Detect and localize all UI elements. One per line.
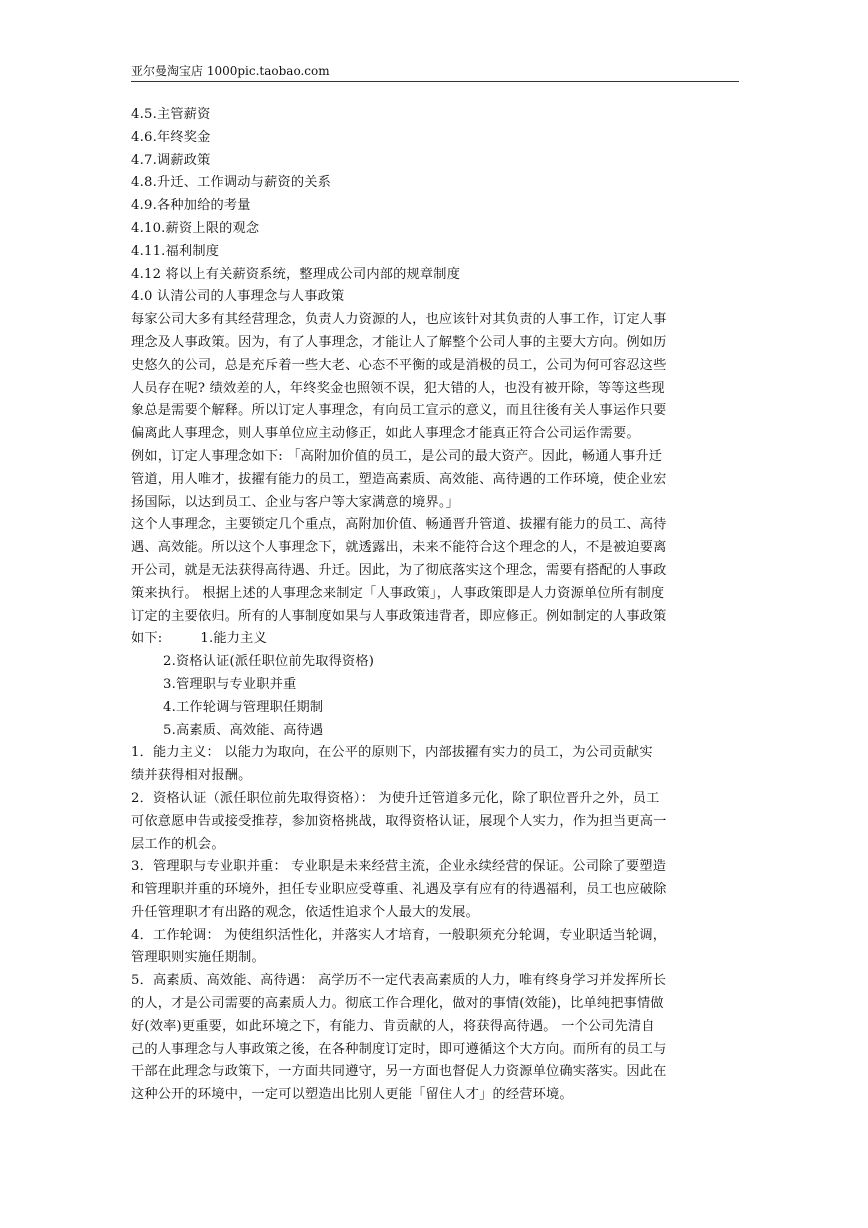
text-line: 己的人事理念与人事政策之後，在各种制度订定时，即可遵循这个大方向。而所有的员工与 [131, 1041, 667, 1057]
page-header: 亚尔曼淘宝店 1000pic.taobao.com [131, 64, 330, 78]
text-line: 例如，订定人事理念如下: 「高附加价值的员工，是公司的最大资产。因此，畅通人事升迁 [131, 448, 663, 464]
section-title: 4.0 认清公司的人事理念与人事政策 [131, 289, 345, 305]
text-line: 象总是需要个解释。所以订定人事理念，有向员工宣示的意义，而且往後有关人事运作只要 [131, 403, 667, 419]
policy-item: 3.管理职与专业职并重 [163, 676, 297, 692]
toc-item: 4.5.主管薪资 [131, 107, 211, 122]
toc-item: 4.12 将以上有关薪资系统，整理成公司内部的规章制度 [131, 266, 461, 282]
policy-details [131, 742, 741, 1107]
text-line: 开公司，就是无法获得高待遇、升迁。因此，为了彻底落实这个理念，需要有搭配的人事政 [131, 562, 667, 578]
paragraph-focus [131, 514, 741, 628]
text-line: 这种公开的环境中，一定可以塑造出比别人更能「留住人才」的经营环境。 [131, 1087, 573, 1103]
text-line: 好(效率)更重要，如此环境之下，有能力、肯贡献的人，将获得高待遇。 一个公司先清自 [131, 1018, 655, 1034]
toc-item: 4.6.年终奖金 [131, 129, 211, 145]
text-line: 策来执行。 根据上述的人事理念来制定「人事政策」，人事政策即是人力资源单位所有制度 [131, 585, 665, 601]
text-line: 遇、高效能。所以这个人事理念下，就透露出，未来不能符合这个理念的人，不是被迫要离 [131, 540, 667, 556]
document-body [131, 104, 741, 1107]
text-line: 的人，才是公司需要的高素质人力。彻底工作合理化，做对的事情(效能)，比单纯把事情做 [131, 996, 664, 1012]
text-line: 偏离此人事理念，则人事单位应主动修正，如此人事理念才能真正符合公司运作需要。 [131, 426, 640, 442]
text-line: 绩并获得相对报酬。 [131, 768, 252, 784]
header-divider [131, 81, 739, 82]
policy-item: 2.资格认证(派任职位前先取得资格) [163, 654, 375, 670]
toc-item: 4.9.各种加给的考量 [131, 198, 251, 214]
toc-item: 4.8.升迁、工作调动与薪资的关系 [131, 175, 332, 191]
text-line: 3．管理职与专业职并重： 专业职是未来经营主流，企业永续经营的保证。公司除了要塑造 [131, 859, 667, 875]
policy-item: 1.能力主义 [200, 631, 267, 647]
toc-list [131, 104, 741, 286]
text-line: 每家公司大多有其经营理念，负责人力资源的人，也应该针对其负责的人事工作，订定人事 [131, 312, 667, 328]
text-line: 升任管理职才有出路的观念，依适性追求个人最大的发展。 [131, 904, 480, 920]
toc-item: 4.7.调薪政策 [131, 152, 211, 168]
text-line: 层工作的机会。 [131, 836, 225, 852]
text-line: 订定的主要依归。所有的人事制度如果与人事政策违背者，即应修正。例如制定的人事政策 [131, 608, 667, 624]
policy-lead: 如下: [131, 631, 163, 647]
paragraph-philosophy [131, 309, 741, 446]
text-line: 2．资格认证（派任职位前先取得资格）： 为使升迁管道多元化，除了职位晋升之外，员工 [131, 790, 660, 806]
policy-lead-line [131, 628, 741, 651]
text-line: 干部在此理念与政策下，一方面共同遵守，另一方面也督促人力资源单位确实落实。因此在 [131, 1064, 667, 1080]
text-line: 扬国际，以达到员工、企业与客户等大家满意的境界。」 [131, 494, 460, 510]
policy-item: 5.高素质、高效能、高待遇 [163, 722, 324, 738]
paragraph-example [131, 446, 741, 514]
policy-list [131, 628, 741, 742]
text-line: 可依意愿申告或接受推荐，参加资格挑战，取得资格认证，展现个人实力，作为担当更高一 [131, 813, 667, 829]
text-line: 这个人事理念，主要锁定几个重点，高附加价值、畅通晋升管道、拔擢有能力的员工、高待 [131, 517, 667, 533]
toc-item: 4.11.福利制度 [131, 243, 220, 259]
text-line: 理念及人事政策。因为，有了人事理念，才能让人了解整个公司人事的主要大方向。例如历 [131, 334, 667, 350]
toc-item: 4.10.薪资上限的观念 [131, 220, 260, 236]
text-line: 5．高素质、高效能、高待遇： 高学历不一定代表高素质的人力，唯有终身学习并发挥所长 [131, 973, 667, 989]
text-line: 管理职则实施任期制。 [131, 950, 265, 966]
policy-item: 4.工作轮调与管理职任期制 [163, 699, 324, 715]
text-line: 史悠久的公司，总是充斥着一些大老、心态不平衡的或是消极的员工，公司为何可容忍这些 [131, 357, 667, 373]
text-line: 4．工作轮调： 为使组织活性化，并落实人才培育，一般职须充分轮调，专业职适当轮调， [131, 927, 667, 943]
text-line: 人员存在呢? 绩效差的人，年终奖金也照领不误，犯大错的人，也没有被开除，等等这些现 [131, 380, 665, 396]
text-line: 管道，用人唯才，拔擢有能力的员工，塑造高素质、高效能、高待遇的工作环境，使企业宏 [131, 471, 667, 487]
text-line: 和管理职并重的环境外，担任专业职应受尊重、礼遇及享有应有的待遇福利，员工也应破除 [131, 882, 667, 898]
text-line: 1．能力主义： 以能力为取向，在公平的原则下，内部拔擢有实力的员工，为公司贡献实 [131, 745, 653, 761]
